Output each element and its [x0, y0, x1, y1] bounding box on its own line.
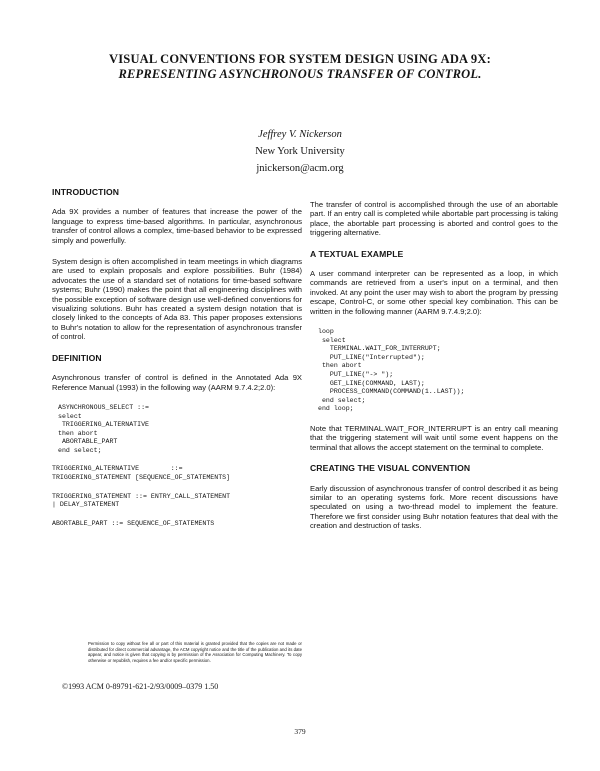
introduction-heading: INTRODUCTION — [52, 187, 120, 197]
textual-example-heading: A TEXTUAL EXAMPLE — [310, 248, 404, 259]
introduction-paragraph-1: Ada 9X provides a number of features that increase the power of the language to express time-based algorithms. In particular, asynchronous transfer of control allows a complex, time-based behavior to be expressed simply and powerfully. — [52, 207, 302, 245]
permission-notice: Permission to copy without fee all or part of this material is granted provided that the copies are not made or distributed for direct commercial advantage, the ACM copyright notice and the title of the publication and its date appear, and notice is given that copying is by permission of the Association for Computing Machinery. To copy otherwise or republish, requires a fee and/or specific permission. — [88, 641, 302, 663]
paper-title-line2: REPRESENTING ASYNCHRONOUS TRANSFER OF CONTROL. — [118, 67, 482, 81]
author-name: Jeffrey V. Nickerson — [258, 129, 342, 140]
left-column — [52, 188, 302, 538]
code-asynchronous-select: ASYNCHRONOUS_SELECT ::= select TRIGGERING_ALTERNATIVE then abort ABORTABLE_PART end select; — [58, 403, 150, 454]
textual-example-paragraph: A user command interpreter can be represented as a loop, in which commands are retrieved from a user's input on a terminal, and then invoked. At any point the user may wish to abort the program by pressing escape, Control-C, or some other special key combination. This can be written in the following manner (AARM 9.7.4.9;2.0): — [310, 269, 558, 316]
visual-convention-paragraph: Early discussion of asynchronous transfer of control described it as being similar to an operating systems fork. More recent discussions have speculated on using a two-thread model to implement the feature. Therefore we first consider using Buhr notation features that deal with the creation and destruction of tasks. — [310, 483, 558, 531]
copyright-notice: ©1993 ACM 0-89791-621-2/93/0009–0379 1.50 — [62, 682, 219, 691]
visual-convention-heading: CREATING THE VISUAL CONVENTION — [310, 463, 471, 474]
code-abortable-part: ABORTABLE_PART ::= SEQUENCE_OF_STATEMENTS — [52, 519, 215, 527]
right-column — [310, 200, 558, 543]
definition-heading: DEFINITION — [52, 352, 102, 363]
paper-title-line1: VISUAL CONVENTIONS FOR SYSTEM DESIGN USING ADA 9X: — [109, 52, 491, 66]
author-email: jnickerson@acm.org — [256, 163, 344, 174]
introduction-paragraph-2: System design is often accomplished in team meetings in which diagrams are used to explain proposals and explore possibilities. Buhr (1984) advocates the use of a standard set of notations for time-based software systems; Buhr (1990) makes the point that all engineering disciplines with the possible exception of software design use well-defined conventions for visualizing solutions. Buhr has created a system design notation that is closely linked to the concepts of Ada 83. This paper proposes extensions to Buhr's notation to allow for the representation of asynchronous transfer of control. — [52, 257, 302, 342]
code-triggering-statement: TRIGGERING_STATEMENT ::= ENTRY_CALL_STATEMENT | DELAY_STATEMENT — [52, 492, 231, 509]
transfer-paragraph: The transfer of control is accomplished through the use of an abortable part. If an entry call is completed while abortable part processing is taking place, the abortable part processing is aborted and control goes to the triggering alternative. — [310, 200, 558, 238]
page-number: 379 — [294, 727, 306, 736]
author-affiliation: New York University — [255, 146, 345, 157]
definition-paragraph: Asynchronous transfer of control is defined in the Annotated Ada 9X Reference Manual (1993) in the following way (AARM 9.7.4.2;2.0): — [52, 373, 302, 392]
code-triggering-alternative: TRIGGERING_ALTERNATIVE ::= TRIGGERING_STATEMENT [SEQUENCE_OF_STATEMENTS] — [52, 465, 231, 482]
note-paragraph: Note that TERMINAL.WAIT_FOR_INTERRUPT is an entry call meaning that the triggering statement will wait until some event happens on the terminal that allows the accept statement on the terminal to complete. — [310, 424, 558, 452]
author-block — [150, 126, 450, 177]
code-loop-example: loop select TERMINAL.WAIT_FOR_INTERRUPT; PUT_LINE("Interrupted"); then abort PUT_LINE("-> "); GET_LINE(COMMAND, LAST); PROCESS_COMMAND(COMMAND(1..LAST)); end select; end loop; — [318, 328, 465, 413]
